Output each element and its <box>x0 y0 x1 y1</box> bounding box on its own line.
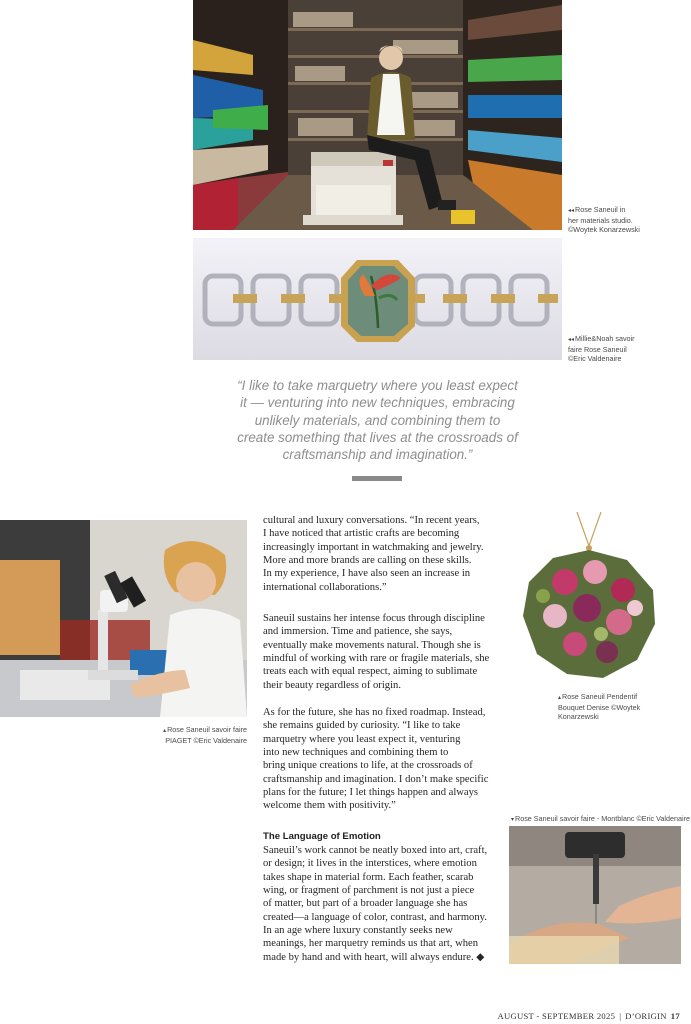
magazine-name: D’ORIGIN <box>625 1011 667 1021</box>
quote-divider <box>352 476 402 481</box>
piaget-caption: ▴Rose Saneuil savoir faire PIAGET ©Eric Valdenaire <box>163 725 247 746</box>
article-paragraph-3: As for the future, she has no fixed roadmap. Instead, she remains guided by curiosity. “I like to take marquetry where you least expect it, venturing into new techniques and combining them to bring unique creations to life, at the crossroads of craftsmanship and imagination. I don’t make specific plans for the future; I let things happen and always welcome them with positivity.” <box>263 707 489 812</box>
footer-separator: | <box>619 1011 622 1021</box>
watch-caption: ◂◂Millie&Noah savoir faire Rose Saneuil ©Eric Valdenaire <box>568 334 635 364</box>
article-paragraph-2: Saneuil sustains her intense focus through discipline and immersion. Time and patience, she says, eventually make movements natural. Though she is mindful of working with rare or fragile materials, she treats each with equal respect, aiming to sublimate their beauty regardless of origin. <box>263 613 490 691</box>
page-footer <box>497 1011 680 1021</box>
arrow-left-icon: ◂◂ <box>568 337 575 343</box>
arrow-left-icon: ◂◂ <box>568 208 575 214</box>
arrow-up-icon: ▴ <box>558 695 562 701</box>
montblanc-caption: ▾Rose Saneuil savoir faire - Montblanc ©Eric Valdenaire <box>511 814 690 823</box>
pendant-photo <box>515 512 665 684</box>
issue-date: AUGUST - SEPTEMBER 2025 <box>497 1011 616 1021</box>
piaget-photo <box>0 520 247 717</box>
page-number: 17 <box>670 1011 680 1021</box>
pull-quote: “I like to take marquetry where you least expect it — venturing into new techniques, embracing unlikely materials, and combining them to create something that lives at the crossroads of craftsmanship and imagination.” <box>237 378 518 463</box>
studio-photo <box>193 0 562 230</box>
montblanc-photo <box>509 826 681 964</box>
arrow-up-icon: ▴ <box>163 728 167 734</box>
watch-photo <box>193 238 562 360</box>
arrow-down-icon: ▾ <box>511 817 515 823</box>
studio-caption: ◂◂Rose Saneuil in her materials studio. ©Woytek Konarzewski <box>568 205 640 235</box>
pendant-caption: ▴Rose Saneuil Pendentif Bouquet Denise ©Woytek Konarzewski <box>558 692 641 722</box>
article-paragraph-1: cultural and luxury conversations. “In recent years, I have noticed that artistic crafts are becoming increasingly important in watchmaking and jewelry. More and more brands are calling on these skills. In my experience, I have also seen an increase in international collaborations.” <box>263 515 484 593</box>
section-heading: The Language of Emotion <box>263 831 381 842</box>
article-paragraph-4: Saneuil’s work cannot be neatly boxed into art, craft, or design; it lives in the interstices, where emotion takes shape in material form. Each feather, scarab wing, or fragment of parchment is not just a piece of matter, but part of a broader language she has created—a language of color, contrast, and harmony. In an age where luxury constantly seeks new meanings, her marquetry reminds us that art, when made by hand and with heart, will always endure. ◆ <box>263 845 488 963</box>
